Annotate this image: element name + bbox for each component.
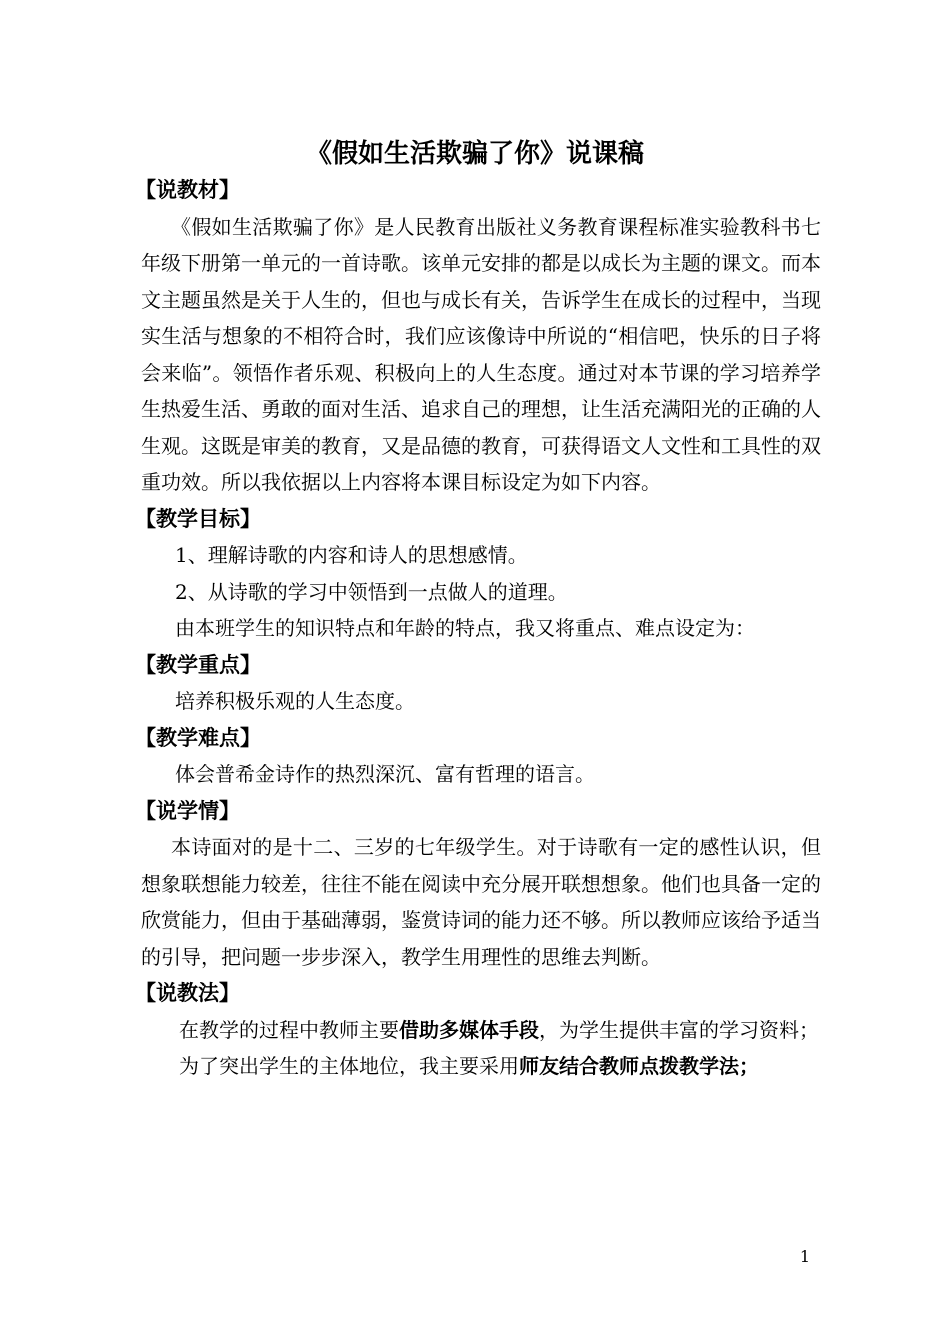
page-number: 1 bbox=[799, 1247, 811, 1266]
goal-item-1: 1、理解诗歌的内容和诗人的思想感情。 bbox=[175, 543, 528, 567]
methods-p1-tail: ，为学生提供丰富的学习资料； bbox=[539, 1017, 819, 1042]
methods-p2-text: 为了突出学生的主体地位，我主要采用 bbox=[179, 1054, 519, 1078]
methods-p2-bold: 师友结合教师点拨教学法； bbox=[519, 1054, 759, 1078]
goals-note: 由本班学生的知识特点和年龄的特点，我又将重点、难点设定为： bbox=[175, 616, 755, 640]
methods-p1-bold: 借助多媒体手段 bbox=[399, 1017, 539, 1042]
heading-key-point: 【教学重点】 bbox=[135, 652, 261, 677]
document-body bbox=[135, 172, 821, 1085]
goal-item-2: 2、从诗歌的学习中领悟到一点做人的道理。 bbox=[175, 579, 568, 604]
students-paragraph: 本诗面对的是十二、三岁的七年级学生。对于诗歌有一定的感性认识，但想象联想能力较差，往往不能在阅读中充分展开联想想象。他们也具备一定的欣赏能力，但由于基础薄弱，鉴赏诗词的能力还不够。所以教师应该给予适当的引导，把问题一步步深入，教学生用理性的思维去判断。 bbox=[141, 835, 821, 969]
methods-p1-text: 在教学的过程中教师主要 bbox=[179, 1017, 399, 1042]
heading-material: 【说教材】 bbox=[135, 178, 240, 202]
material-paragraph: 《假如生活欺骗了你》是人民教育出版社义务教育课程标准实验教科书七年级下册第一单元的一首诗歌。该单元安排的都是以成长为主题的课文。而本文主题虽然是关于人生的，但也与成长有关，告诉学生在成长的过程中，当现实生活与想象的不相符合时，我们应该像诗中所说的“相信吧，快乐的日子将会来临”。领悟作者乐观、积极向上的人生态度。通过对本节课的学习培养学生热爱生活、勇敢的面对生活、追求自己的理想，让生活充满阳光的正确的人生观。这既是审美的教育，又是品德的教育，可获得语文人文性和工具性的双重功效。所以我依据以上内容将本课目标设定为如下内容。 bbox=[141, 214, 821, 494]
document-title: 《假如生活欺骗了你》说课稿 bbox=[305, 139, 644, 169]
heading-methods: 【说教法】 bbox=[135, 981, 240, 1005]
heading-goals: 【教学目标】 bbox=[135, 506, 261, 531]
difficulty-text: 体会普希金诗作的热烈深沉、富有哲理的语言。 bbox=[175, 762, 595, 786]
methods-paragraph-1 bbox=[141, 1012, 821, 1049]
methods-paragraph-2 bbox=[141, 1048, 821, 1085]
key-point-text: 培养积极乐观的人生态度。 bbox=[175, 689, 415, 713]
heading-students: 【说学情】 bbox=[135, 798, 240, 823]
heading-difficulty: 【教学难点】 bbox=[135, 725, 261, 750]
